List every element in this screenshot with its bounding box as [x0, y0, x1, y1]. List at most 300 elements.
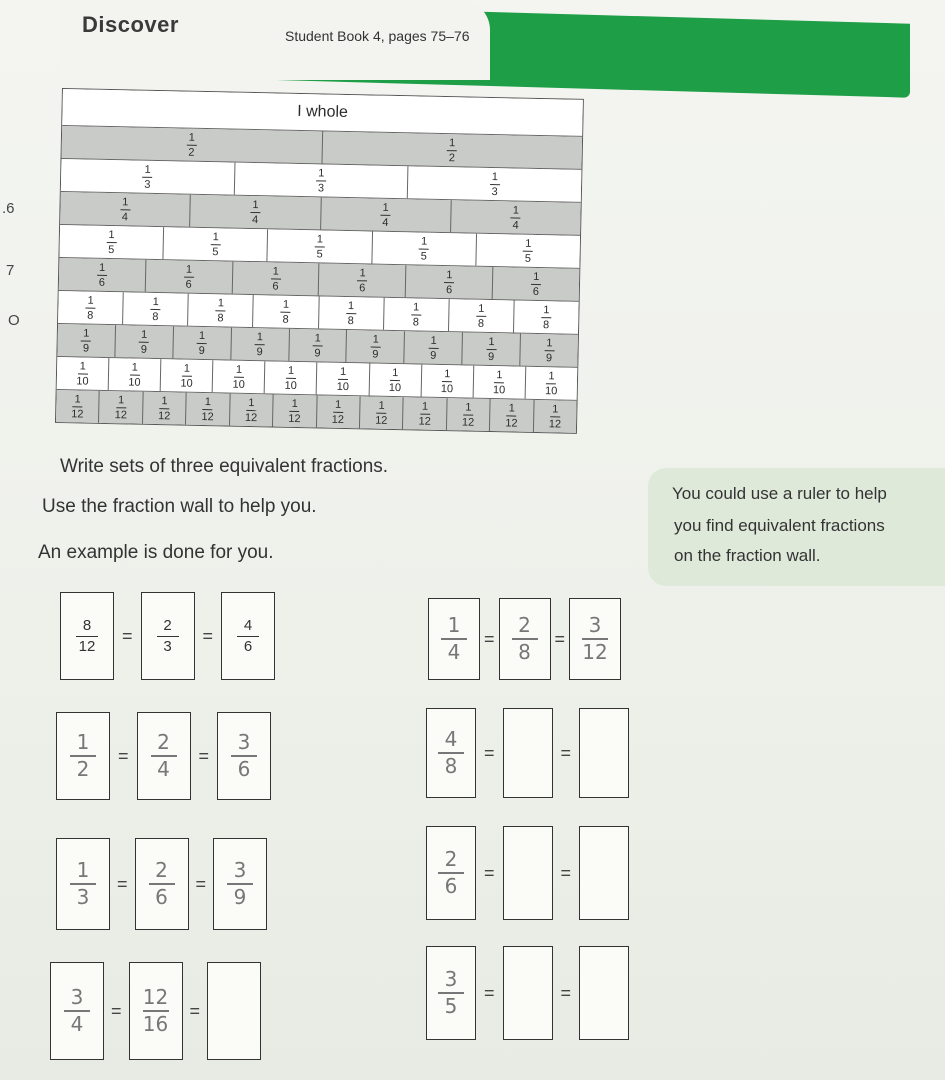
numerator: 1	[291, 397, 298, 410]
denominator: 8	[518, 640, 531, 664]
equals-sign: =	[484, 742, 495, 763]
wall-cell	[190, 195, 321, 230]
denominator: 6	[445, 283, 453, 296]
fraction-box	[213, 838, 267, 930]
margin-mark: .6	[2, 200, 15, 217]
denominator: 6	[155, 885, 168, 909]
equals-sign: =	[484, 628, 495, 649]
book-reference: Student Book 4, pages 75–76	[285, 28, 470, 44]
wall-cell	[319, 263, 406, 297]
fraction-bar	[550, 416, 560, 417]
numerator: 1	[212, 230, 219, 243]
wall-cell	[520, 334, 578, 367]
numerator: 4	[444, 727, 458, 751]
numerator: 1	[76, 858, 90, 882]
unit-fraction	[180, 362, 193, 389]
unit-fraction	[255, 331, 266, 358]
unit-fraction	[541, 304, 552, 331]
denominator: 12	[157, 409, 171, 422]
answer-box-empty[interactable]	[503, 708, 553, 798]
fraction-box	[141, 592, 195, 680]
fraction-bar	[211, 244, 221, 245]
equivalent-set	[56, 712, 271, 800]
tip-line-2: you find equivalent fractions	[674, 516, 885, 535]
denominator: 8	[412, 315, 420, 329]
wall-cell	[231, 328, 290, 361]
numerator: 1	[161, 394, 168, 407]
fraction-bar	[151, 308, 161, 309]
fraction-bar	[531, 283, 541, 284]
answer-box-empty[interactable]	[579, 826, 629, 920]
denominator: 3	[76, 885, 90, 909]
wall-cell	[372, 232, 477, 266]
margin-mark: O	[8, 312, 20, 329]
wall-cell	[186, 393, 230, 426]
unit-fraction	[357, 267, 368, 294]
fraction-bar	[447, 150, 457, 151]
denominator: 6	[532, 285, 540, 298]
unit-fraction	[115, 394, 128, 421]
denominator: 10	[232, 378, 245, 391]
fraction-bar	[544, 350, 554, 351]
fraction-bar	[315, 246, 325, 247]
numerator: 1	[533, 270, 540, 283]
denominator: 4	[157, 757, 170, 781]
wall-cell	[384, 298, 450, 331]
denominator: 9	[233, 885, 247, 909]
unit-fraction	[389, 366, 402, 393]
numerator: 1	[144, 163, 151, 176]
fraction-bar	[76, 636, 98, 637]
denominator: 8	[282, 313, 289, 326]
numerator: 1	[378, 399, 385, 412]
numerator: 1	[248, 396, 255, 409]
numerator: 1	[446, 268, 453, 281]
unit-fraction	[428, 334, 439, 361]
numerator: 1	[76, 730, 90, 754]
unit-fraction	[370, 333, 381, 360]
numerator: 1	[235, 363, 243, 376]
fraction-bar	[130, 374, 140, 375]
fraction-bar	[255, 344, 265, 345]
instruction-2: Use the fraction wall to help you.	[42, 496, 317, 517]
wall-cell	[56, 390, 100, 423]
equals-sign: =	[195, 873, 207, 894]
numerator: 1	[198, 329, 206, 342]
wall-cell	[316, 395, 360, 428]
numerator: 3	[588, 613, 602, 637]
unit-fraction	[142, 163, 153, 190]
fraction	[438, 729, 464, 777]
answer-box-empty[interactable]	[503, 826, 553, 920]
unit-fraction	[419, 235, 430, 262]
denominator: 3	[317, 181, 325, 195]
wall-cell	[408, 166, 581, 202]
numerator: 2	[155, 858, 168, 882]
denominator: 2	[448, 151, 456, 164]
unit-fraction	[250, 198, 261, 225]
equals-sign: =	[117, 873, 128, 894]
unit-fraction	[150, 295, 161, 322]
denominator: 5	[316, 247, 323, 260]
wall-cell	[514, 301, 579, 334]
numerator: 1	[314, 331, 322, 344]
wall-cell	[360, 396, 404, 429]
fraction-box	[426, 946, 476, 1040]
denominator: 10	[180, 377, 193, 390]
unit-fraction	[486, 335, 497, 362]
denominator: 12	[114, 408, 128, 421]
wall-cell	[403, 397, 447, 430]
numerator: 1	[282, 298, 290, 311]
numerator: 1	[496, 368, 503, 381]
fraction-bar	[120, 209, 130, 210]
fraction-wall	[55, 88, 584, 434]
wall-cell	[99, 391, 143, 424]
fraction-box	[129, 962, 183, 1060]
numerator: 1	[122, 195, 129, 208]
fraction-box	[499, 598, 551, 680]
unit-fraction	[505, 402, 518, 429]
fraction-bar	[376, 412, 386, 413]
numerator: 1	[449, 136, 456, 149]
unit-fraction	[462, 401, 475, 428]
fraction	[512, 615, 538, 663]
unit-fraction	[544, 337, 555, 364]
fraction-bar	[203, 409, 213, 410]
wall-cell	[57, 324, 116, 357]
fraction-bar	[333, 411, 343, 412]
equivalent-set	[56, 838, 267, 930]
denominator: 6	[243, 637, 253, 655]
denominator: 6	[272, 279, 279, 293]
denominator: 10	[76, 374, 89, 388]
unit-fraction	[332, 398, 345, 425]
fraction-box	[56, 838, 110, 930]
wall-cell	[463, 332, 522, 365]
unit-fraction	[71, 393, 84, 420]
numerator: 3	[70, 985, 84, 1009]
wall-cell	[322, 131, 582, 168]
denominator: 4	[70, 1012, 84, 1036]
denominator: 8	[542, 318, 550, 331]
fraction-box	[135, 838, 189, 930]
unit-fraction	[314, 233, 325, 260]
whole-label: I whole	[297, 102, 349, 121]
unit-fraction	[120, 196, 131, 223]
fraction	[438, 969, 464, 1017]
denominator: 10	[544, 384, 558, 397]
denominator: 9	[256, 345, 263, 358]
fraction-bar	[81, 340, 91, 341]
unit-fraction	[197, 329, 208, 356]
denominator: 6	[444, 874, 458, 898]
denominator: 9	[372, 348, 379, 361]
fraction-bar	[346, 312, 356, 313]
denominator: 4	[447, 640, 461, 664]
fraction	[151, 732, 177, 780]
denominator: 8	[152, 310, 159, 323]
unit-fraction	[270, 265, 281, 292]
margin-mark: 7	[6, 262, 15, 279]
wall-cell	[317, 362, 370, 395]
wall-cell	[59, 225, 164, 259]
numerator: 1	[79, 359, 86, 373]
wall-cell	[173, 326, 232, 359]
fraction	[76, 618, 98, 655]
denominator: 6	[359, 281, 366, 294]
fraction-bar	[486, 348, 496, 349]
equivalent-set	[60, 592, 275, 680]
numerator: 8	[82, 616, 92, 634]
unit-fraction	[444, 269, 455, 296]
unit-fraction	[85, 294, 96, 321]
fraction-bar	[420, 413, 430, 414]
wall-cell	[369, 364, 422, 397]
unit-fraction	[232, 363, 245, 390]
unit-fraction	[375, 399, 388, 426]
unit-fraction	[186, 131, 197, 158]
fraction-bar	[371, 346, 381, 347]
unit-fraction	[510, 204, 521, 231]
numerator: 2	[518, 613, 531, 637]
denominator: 9	[545, 351, 553, 364]
fraction	[70, 860, 96, 908]
tip-line-3: on the fraction wall.	[674, 546, 821, 565]
fraction-bar	[182, 375, 192, 376]
equals-sign: =	[560, 742, 572, 763]
wall-cell	[60, 192, 191, 227]
denominator: 10	[388, 381, 402, 394]
denominator: 6	[237, 757, 251, 781]
answer-box-empty[interactable]	[207, 962, 261, 1060]
fraction-box	[426, 708, 476, 798]
wall-cell	[59, 258, 146, 292]
denominator: 4	[512, 218, 519, 232]
numerator: 1	[188, 131, 195, 144]
denominator: 8	[444, 754, 458, 778]
numerator: 1	[108, 228, 115, 241]
unit-fraction	[184, 263, 195, 290]
equals-sign: =	[118, 745, 129, 766]
numerator: 2	[444, 847, 458, 871]
denominator: 5	[444, 994, 458, 1018]
equivalent-set	[426, 708, 629, 798]
wall-cell	[406, 265, 493, 299]
unit-fraction	[549, 403, 562, 430]
numerator: 1	[141, 328, 148, 341]
unit-fraction	[531, 270, 542, 297]
denominator: 4	[382, 216, 389, 229]
denominator: 12	[461, 415, 475, 429]
numerator: 1	[546, 336, 553, 349]
wall-cell	[109, 358, 162, 391]
instruction-3: An example is done for you.	[38, 542, 274, 563]
fraction	[231, 732, 257, 780]
fraction-bar	[541, 317, 551, 318]
wall-cell	[493, 267, 579, 301]
unit-fraction	[128, 361, 141, 388]
denominator: 10	[336, 380, 350, 393]
numerator: 2	[157, 730, 170, 754]
numerator: 1	[183, 362, 191, 375]
fraction-bar	[139, 341, 149, 342]
wall-cell	[58, 291, 124, 324]
numerator: 1	[525, 237, 532, 250]
fraction-bar	[281, 311, 291, 312]
unit-fraction	[97, 261, 108, 288]
denominator: 4	[121, 210, 129, 223]
denominator: 12	[548, 417, 562, 431]
equals-sign: =	[484, 862, 495, 883]
fraction-bar	[507, 415, 517, 416]
wall-cell	[265, 361, 318, 394]
denominator: 5	[524, 252, 532, 265]
numerator: 1	[488, 335, 495, 348]
wall-cell	[232, 262, 319, 296]
denominator: 9	[314, 346, 321, 359]
unit-fraction	[210, 231, 221, 258]
equals-sign: =	[484, 982, 495, 1003]
fraction-bar	[511, 217, 521, 218]
equals-sign: =	[189, 1000, 201, 1021]
unit-fraction	[201, 395, 214, 422]
wall-cell	[213, 360, 266, 393]
fraction-bar	[116, 407, 126, 408]
denominator: 8	[217, 311, 224, 324]
wall-cell	[473, 366, 526, 399]
unit-fraction	[441, 368, 454, 395]
denominator: 5	[108, 243, 115, 256]
denominator: 5	[420, 250, 427, 263]
numerator: 1	[256, 330, 264, 343]
numerator: 4	[243, 616, 253, 634]
wall-cell	[62, 126, 323, 163]
fraction-bar	[390, 379, 400, 380]
numerator: 1	[447, 613, 461, 637]
numerator: 1	[272, 264, 279, 278]
denominator: 2	[188, 146, 195, 159]
wall-cell	[164, 227, 269, 261]
fraction-box	[426, 826, 476, 920]
fraction-bar	[286, 377, 296, 378]
wall-cell	[289, 329, 348, 362]
numerator: 1	[287, 364, 295, 377]
denominator: 12	[375, 414, 388, 427]
wall-cell	[146, 260, 233, 294]
unit-fraction	[158, 395, 171, 422]
numerator: 1	[98, 261, 106, 274]
unit-fraction	[476, 302, 487, 329]
fraction-box	[137, 712, 191, 800]
unit-fraction	[76, 360, 89, 387]
numerator: 1	[508, 401, 516, 415]
fraction-bar	[157, 636, 179, 637]
fraction-bar	[271, 278, 281, 279]
tip-line-1: You could use a ruler to help	[672, 484, 887, 503]
fraction-bar	[246, 409, 256, 410]
denominator: 6	[185, 278, 192, 291]
numerator: 1	[430, 334, 437, 347]
equivalent-set	[426, 826, 629, 920]
unit-fraction	[284, 364, 297, 391]
denominator: 12	[331, 413, 345, 426]
fraction-bar	[523, 250, 533, 251]
fraction-bar	[106, 241, 116, 242]
numerator: 1	[392, 366, 399, 379]
unit-fraction	[418, 400, 431, 427]
numerator: 1	[204, 395, 212, 408]
denominator: 12	[418, 415, 431, 428]
wall-cell	[449, 299, 515, 332]
denominator: 16	[142, 1012, 169, 1036]
fraction-bar	[313, 345, 323, 346]
unit-fraction	[523, 237, 534, 264]
denominator: 9	[487, 350, 495, 363]
fraction-bar	[142, 176, 152, 177]
numerator: 1	[347, 299, 355, 312]
fraction	[70, 732, 96, 780]
answer-box-empty[interactable]	[579, 708, 629, 798]
fraction-box	[56, 712, 110, 800]
fraction-bar	[338, 378, 348, 379]
answer-box-empty[interactable]	[503, 946, 553, 1040]
denominator: 12	[505, 416, 518, 430]
numerator: 1	[465, 401, 472, 414]
numerator: 1	[478, 302, 485, 315]
equals-sign: =	[560, 862, 572, 883]
numerator: 1	[318, 166, 325, 180]
numerator: 3	[444, 967, 458, 991]
answer-box-empty[interactable]	[579, 946, 629, 1040]
fraction-bar	[316, 180, 326, 181]
denominator: 4	[251, 213, 259, 226]
instruction-1: Write sets of three equivalent fractions.	[60, 456, 389, 477]
wall-cell	[319, 296, 385, 329]
fraction	[149, 860, 175, 908]
numerator: 1	[372, 333, 379, 346]
numerator: 1	[382, 201, 389, 214]
numerator: 1	[339, 365, 347, 378]
unit-fraction	[489, 170, 500, 197]
unit-fraction	[281, 298, 292, 325]
numerator: 1	[548, 369, 555, 382]
wall-cell	[57, 357, 110, 390]
wall-cell	[405, 331, 464, 364]
unit-fraction	[215, 297, 226, 324]
fraction-bar	[546, 383, 556, 384]
unit-fraction	[337, 365, 350, 392]
numerator: 1	[334, 398, 342, 411]
wall-cell	[321, 197, 452, 232]
numerator: 3	[233, 858, 247, 882]
fraction-bar	[428, 347, 438, 348]
fraction-bar	[250, 211, 260, 212]
wall-cell	[268, 229, 373, 263]
numerator: 1	[512, 203, 520, 217]
denominator: 6	[98, 276, 106, 289]
fraction-bar	[184, 276, 194, 277]
numerator: 1	[252, 198, 259, 211]
wall-cell	[253, 295, 319, 328]
wall-cell	[534, 400, 577, 433]
fraction-bar	[237, 636, 259, 637]
fraction-bar	[411, 314, 421, 315]
fraction-bar	[476, 315, 486, 316]
denominator: 3	[491, 185, 498, 198]
wall-cell	[123, 292, 189, 325]
numerator: 1	[185, 263, 193, 276]
